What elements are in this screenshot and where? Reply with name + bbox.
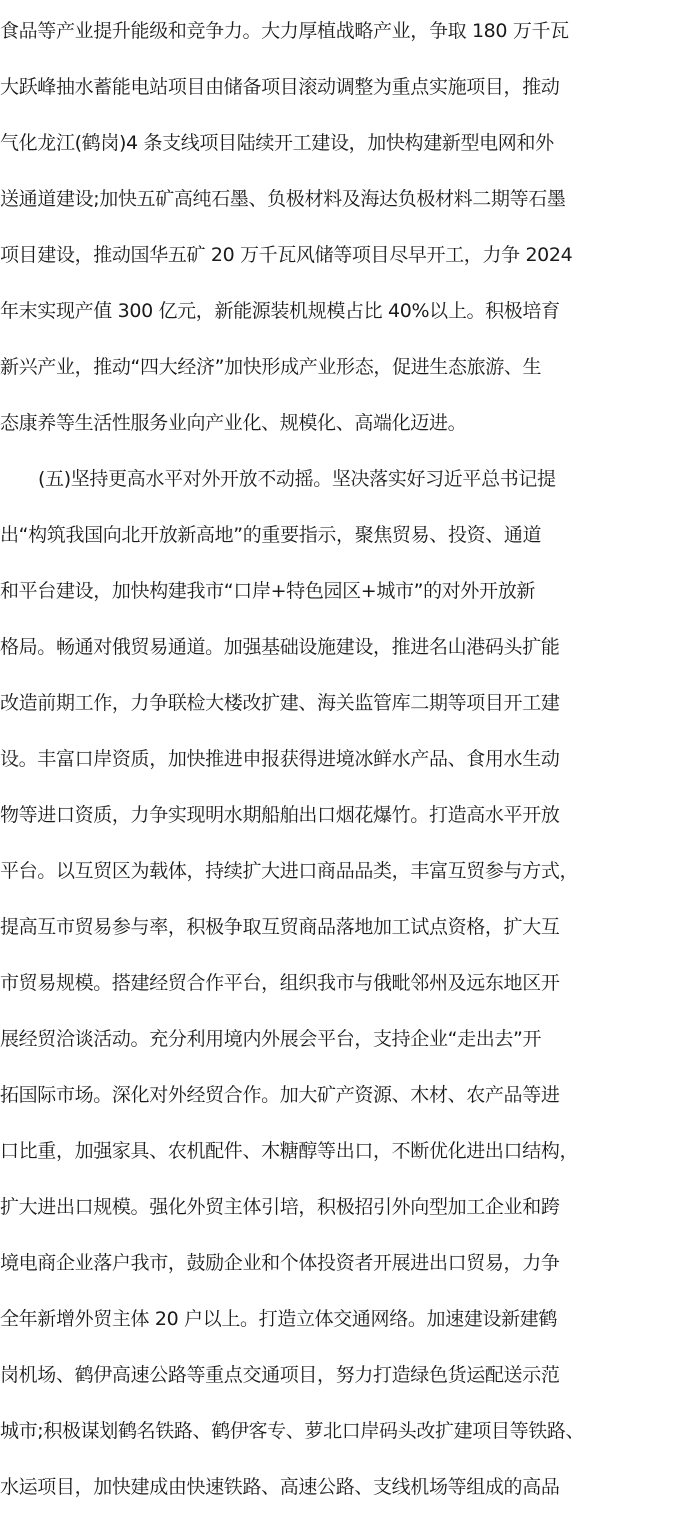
text-line: 拓国际市场。深化对外经贸合作。加大矿产资源、木材、农产品等进: [0, 1084, 560, 1106]
text-line: 展经贸洽谈活动。充分利用境内外展会平台，支持企业“走出去”开: [0, 1028, 542, 1050]
text-line: 态康养等生活性服务业向产业化、规模化、高端化迈进。: [0, 412, 467, 434]
text-line: 设。丰富口岸资质，加快推进申报获得进境冰鲜水产品、食用水生动: [0, 748, 560, 770]
text-line: 送通道建设;加快五矿高纯石墨、负极材料及海达负极材料二期等石墨: [0, 188, 566, 210]
text-line: 食品等产业提升能级和竞争力。大力厚植战略产业，争取 180 万千瓦: [0, 20, 569, 42]
text-line: 改造前期工作，力争联检大楼改扩建、海关监管库二期等项目开工建: [0, 692, 560, 714]
text-line: 格局。畅通对俄贸易通道。加强基础设施建设，推进名山港码头扩能: [0, 636, 560, 658]
text-line: 出“构筑我国向北开放新高地”的重要指示，聚焦贸易、投资、通道: [0, 524, 542, 546]
text-line: 物等进口资质，力争实现明水期船舶出口烟花爆竹。打造高水平开放: [0, 804, 560, 826]
text-line: 市贸易规模。搭建经贸合作平台，组织我市与俄毗邻州及远东地区开: [0, 972, 560, 994]
text-line: 岗机场、鹤伊高速公路等重点交通项目，努力打造绿色货运配送示范: [0, 1364, 560, 1386]
text-line: 扩大进出口规模。强化外贸主体引培，积极招引外向型加工企业和跨: [0, 1196, 560, 1218]
text-line: 年末实现产值 300 亿元，新能源装机规模占比 40%以上。积极培育: [0, 300, 560, 322]
paragraph-heading-line: (五)坚持更高水平对外开放不动摇。坚决落实好习近平总书记提: [38, 468, 556, 490]
text-line: 新兴产业，推动“四大经济”加快形成产业形态，促进生态旅游、生: [0, 356, 542, 378]
text-line: 大跃峰抽水蓄能电站项目由储备项目滚动调整为重点实施项目，推动: [0, 76, 560, 98]
text-line: 项目建设，推动国华五矿 20 万千瓦风储等项目尽早开工，力争 2024: [0, 244, 573, 266]
text-line: 气化龙江(鹤岗)4 条支线项目陆续开工建设，加快构建新型电网和外: [0, 132, 554, 154]
text-line: 和平台建设，加快构建我市“口岸+特色园区+城市”的对外开放新: [0, 580, 536, 602]
text-line: 全年新增外贸主体 20 户以上。打造立体交通网络。加速建设新建鹤: [0, 1308, 558, 1330]
text-line: 口比重，加强家具、农机配件、木糖醇等出口，不断优化进出口结构，: [0, 1140, 579, 1162]
text-line: 城市;积极谋划鹤名铁路、鹤伊客专、萝北口岸码头改扩建项目等铁路、: [0, 1420, 585, 1442]
text-line: 提高互市贸易参与率，积极争取互贸商品落地加工试点资格，扩大互: [0, 916, 560, 938]
text-line: 境电商企业落户我市，鼓励企业和个体投资者开展进出口贸易，力争: [0, 1252, 560, 1274]
text-line: 平台。以互贸区为载体，持续扩大进口商品品类，丰富互贸参与方式，: [0, 860, 579, 882]
text-line: 水运项目，加快建成由快速铁路、高速公路、支线机场等组成的高品: [0, 1476, 560, 1498]
